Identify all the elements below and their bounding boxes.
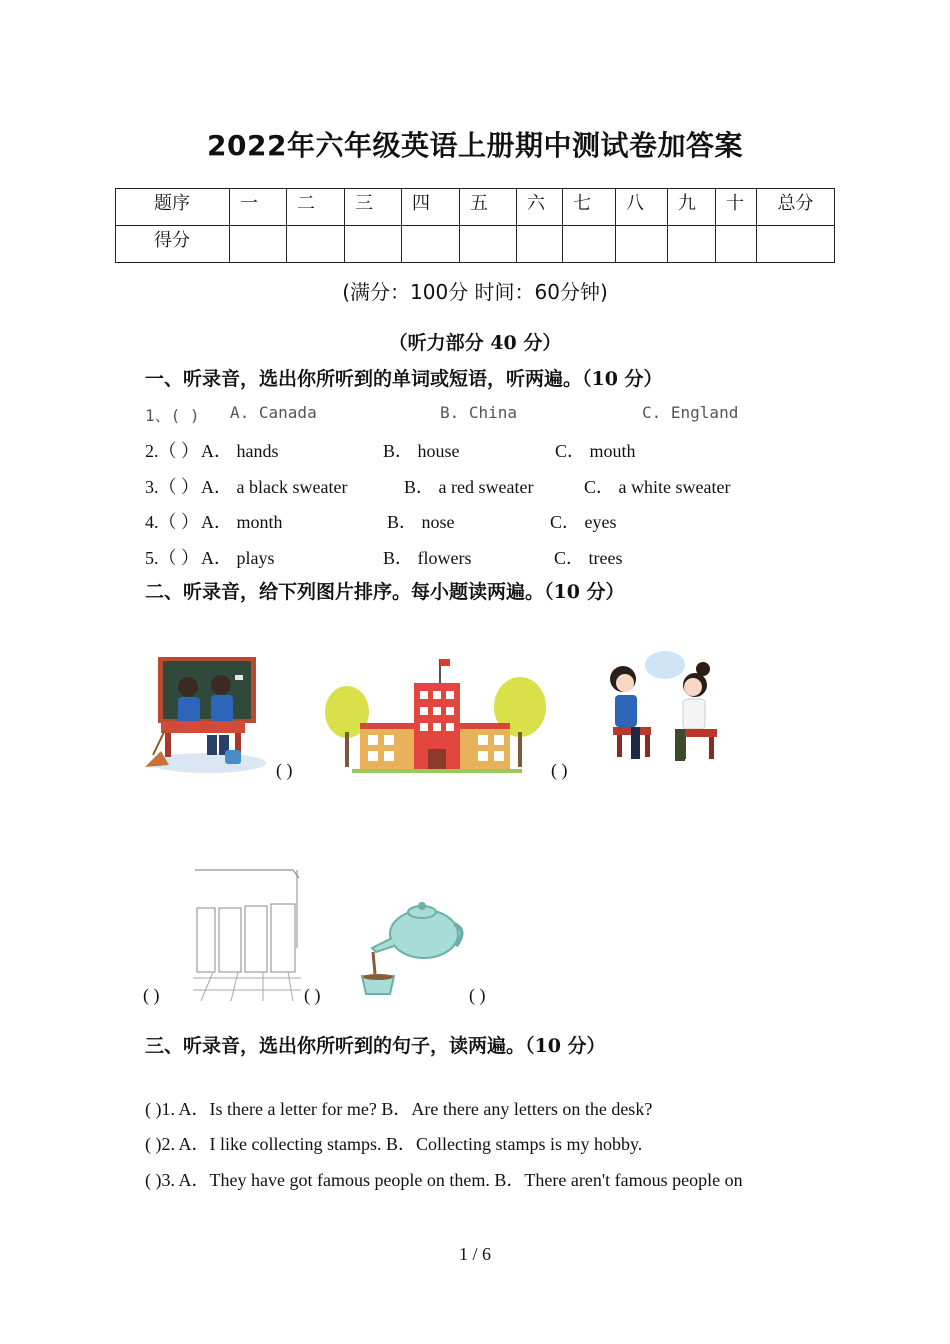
listening-part-label: （听力部分 40 分）: [388, 332, 562, 354]
score-header-cell: 三: [345, 189, 402, 226]
q2-option-a[interactable]: A． hands: [201, 441, 279, 461]
q4-option-b[interactable]: B． nose: [387, 512, 455, 532]
pic4-answer-blank[interactable]: ( ): [143, 985, 160, 1005]
document-title: 2022年六年级英语上册期中测试卷加答案: [207, 129, 743, 162]
teapot-image: [358, 898, 466, 1000]
score-header-cell: 总分: [757, 189, 835, 226]
score-cell[interactable]: [460, 226, 517, 263]
pic6-answer-blank[interactable]: ( ): [469, 985, 486, 1005]
toilet-stalls-image: [193, 868, 301, 1001]
q1-option-c[interactable]: C. England: [642, 403, 739, 422]
s3-question-3[interactable]: ( )3. A．They have got famous people on them. B．There aren't famous people on: [145, 1170, 743, 1190]
s3-question-2[interactable]: ( )2. A．I like collecting stamps. B．Collecting stamps is my hobby.: [145, 1134, 643, 1154]
q3-number: 3.（ ）: [145, 477, 199, 497]
score-table-header-row: [116, 189, 835, 226]
q4-option-c[interactable]: C． eyes: [550, 512, 617, 532]
page-number: 1 / 6: [458, 1244, 491, 1264]
q3-option-c[interactable]: C． a white sweater: [584, 477, 731, 497]
girls-talking-image: [603, 647, 725, 773]
score-cell[interactable]: [287, 226, 345, 263]
score-row-label: 得分: [116, 226, 230, 263]
score-header-cell: 四: [402, 189, 460, 226]
score-table-score-row: [116, 226, 835, 263]
s3-question-1[interactable]: ( )1. A．Is there a letter for me? B．Are there any letters on the desk?: [145, 1099, 653, 1119]
q2-option-b[interactable]: B． house: [383, 441, 460, 461]
school-building-image: [322, 657, 547, 775]
q4-option-a[interactable]: A． month: [201, 512, 283, 532]
q1-option-a[interactable]: A. Canada: [230, 403, 317, 422]
score-header-cell: 十: [716, 189, 757, 226]
score-header-cell: 二: [287, 189, 345, 226]
score-cell[interactable]: [517, 226, 563, 263]
section2-heading: 二、听录音，给下列图片排序。每小题读两遍。（10 分）: [145, 581, 625, 603]
section1-heading: 一、听录音，选出你所听到的单词或短语，听两遍。（10 分）: [145, 368, 663, 390]
exam-info: (满分：100分 时间：60分钟): [342, 280, 608, 304]
score-cell[interactable]: [402, 226, 460, 263]
score-table: [115, 188, 835, 263]
score-header-cell: 一: [230, 189, 287, 226]
score-cell[interactable]: [230, 226, 287, 263]
score-cell[interactable]: [716, 226, 757, 263]
pic5-answer-blank[interactable]: ( ): [304, 985, 321, 1005]
score-cell[interactable]: [345, 226, 402, 263]
score-header-cell: 题序: [116, 189, 230, 226]
q4-number: 4.（ ）: [145, 512, 199, 532]
score-header-cell: 九: [668, 189, 716, 226]
q5-number: 5.（ ）: [145, 548, 199, 568]
q5-option-c[interactable]: C． trees: [554, 548, 623, 568]
q1-number: 1、( ): [145, 406, 200, 425]
pic2-answer-blank[interactable]: ( ): [551, 760, 568, 780]
score-header-cell: 五: [460, 189, 517, 226]
q3-option-b[interactable]: B． a red sweater: [404, 477, 534, 497]
score-header-cell: 八: [616, 189, 668, 226]
pic1-answer-blank[interactable]: ( ): [276, 760, 293, 780]
score-header-cell: 七: [563, 189, 616, 226]
score-cell[interactable]: [616, 226, 668, 263]
score-header-cell: 六: [517, 189, 563, 226]
section3-heading: 三、听录音，选出你所听到的句子，读两遍。（10 分）: [145, 1035, 606, 1057]
q5-option-b[interactable]: B． flowers: [383, 548, 472, 568]
classroom-cleaning-image: [143, 655, 268, 775]
score-cell[interactable]: [757, 226, 835, 263]
q5-option-a[interactable]: A． plays: [201, 548, 275, 568]
score-cell[interactable]: [563, 226, 616, 263]
score-cell[interactable]: [668, 226, 716, 263]
q2-number: 2.（ ）: [145, 441, 199, 461]
q2-option-c[interactable]: C． mouth: [555, 441, 636, 461]
q3-option-a[interactable]: A． a black sweater: [201, 477, 348, 497]
q1-option-b[interactable]: B. China: [440, 403, 518, 422]
